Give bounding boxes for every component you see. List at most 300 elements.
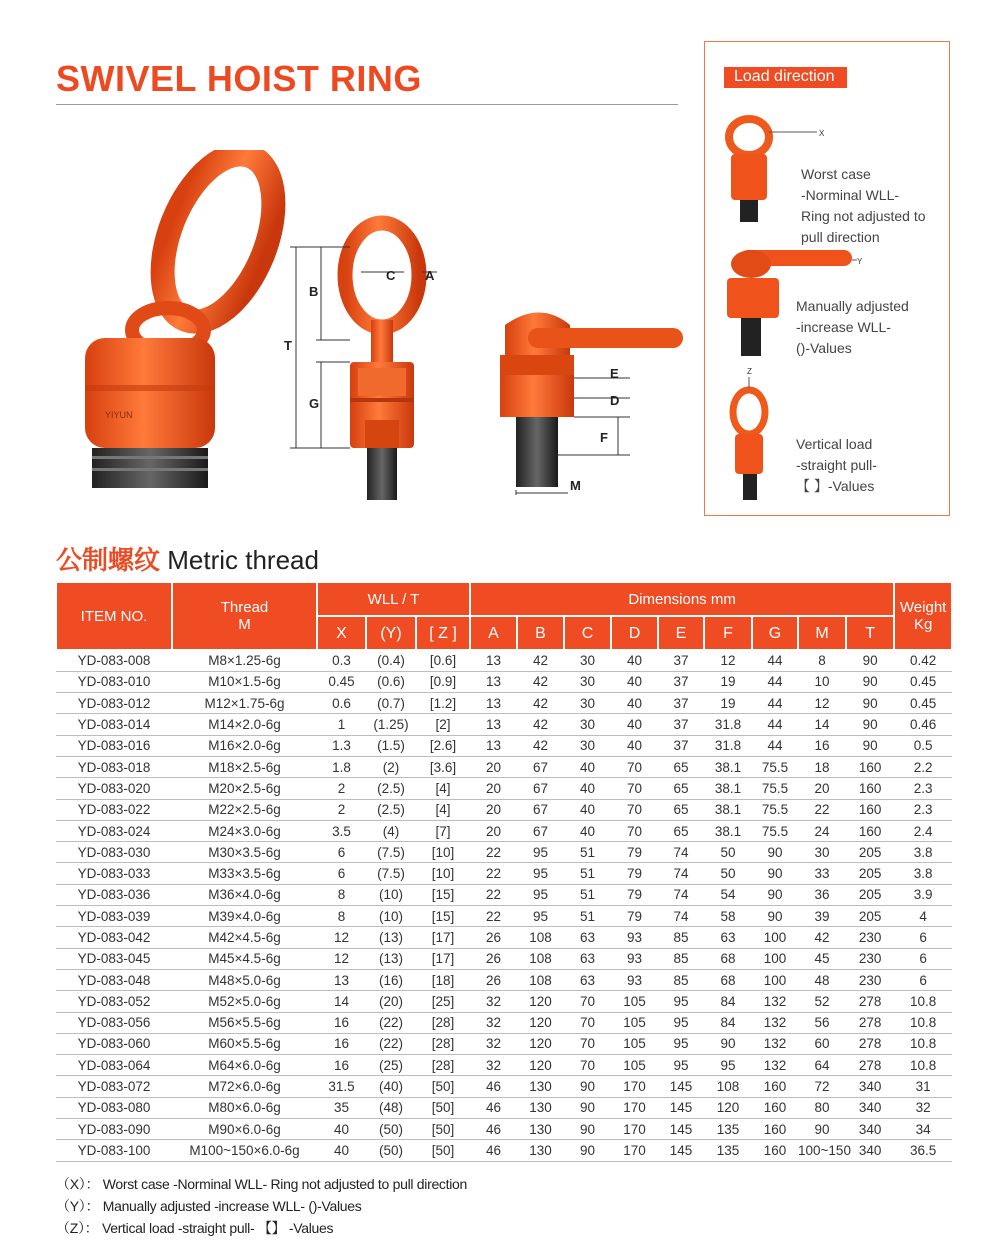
table-cell: 340: [846, 1076, 894, 1097]
table-cell: 0.5: [894, 735, 952, 756]
table-cell: 0.42: [894, 650, 952, 671]
table-cell: YD-083-010: [56, 671, 172, 692]
table-cell: 51: [564, 842, 611, 863]
table-cell: 40: [611, 735, 658, 756]
header-z: [ Z ]: [416, 616, 470, 650]
table-cell: 13: [317, 969, 366, 990]
table-row: [56, 820, 952, 841]
table-cell: M64×6.0-6g: [172, 1055, 317, 1076]
table-cell: M33×3.5-6g: [172, 863, 317, 884]
page-title: SWIVEL HOIST RING: [56, 58, 422, 99]
table-cell: 0.45: [894, 671, 952, 692]
table-cell: 6: [317, 842, 366, 863]
table-cell: 1: [317, 714, 366, 735]
table-cell: 22: [470, 884, 517, 905]
table-cell: 22: [470, 842, 517, 863]
spec-table: [55, 581, 953, 1162]
table-cell: 170: [611, 1119, 658, 1140]
table-cell: 84: [704, 1012, 752, 1033]
table-cell: 30: [564, 714, 611, 735]
table-cell: 20: [798, 778, 846, 799]
table-cell: 32: [470, 1033, 517, 1054]
table-cell: 74: [658, 842, 704, 863]
table-cell: 40: [564, 799, 611, 820]
header-f: F: [704, 616, 752, 650]
table-cell: 16: [317, 1055, 366, 1076]
table-cell: M12×1.75-6g: [172, 693, 317, 714]
table-cell: 40: [611, 693, 658, 714]
table-cell: 42: [517, 671, 564, 692]
table-cell: 70: [611, 778, 658, 799]
table-cell: 6: [894, 948, 952, 969]
table-cell: 95: [517, 842, 564, 863]
table-cell: [28]: [416, 1055, 470, 1076]
table-cell: 6: [894, 969, 952, 990]
table-cell: YD-083-100: [56, 1140, 172, 1161]
table-cell: 205: [846, 906, 894, 927]
table-cell: 13: [470, 714, 517, 735]
table-cell: 135: [704, 1119, 752, 1140]
table-cell: 46: [470, 1076, 517, 1097]
table-cell: (25): [366, 1055, 416, 1076]
table-cell: 90: [564, 1119, 611, 1140]
footnote-y: （Y）： Manually adjusted -increase WLL- ()-Values: [56, 1198, 362, 1214]
table-cell: 26: [470, 969, 517, 990]
table-row: [56, 927, 952, 948]
table-cell: 100: [752, 969, 798, 990]
table-cell: YD-083-042: [56, 927, 172, 948]
table-cell: 10.8: [894, 1012, 952, 1033]
table-cell: [17]: [416, 948, 470, 969]
table-cell: 42: [517, 650, 564, 671]
load-case-z-text: Vertical load -straight pull- 【 】-Values: [796, 436, 877, 494]
table-cell: (13): [366, 948, 416, 969]
table-cell: 130: [517, 1119, 564, 1140]
table-cell: 132: [752, 1033, 798, 1054]
table-cell: (1.25): [366, 714, 416, 735]
table-cell: 132: [752, 1012, 798, 1033]
table-cell: 46: [470, 1097, 517, 1118]
table-row: [56, 906, 952, 927]
table-cell: 31.8: [704, 714, 752, 735]
table-cell: [50]: [416, 1097, 470, 1118]
table-cell: 40: [564, 756, 611, 777]
table-cell: M16×2.0-6g: [172, 735, 317, 756]
table-cell: 65: [658, 799, 704, 820]
section-title: [56, 540, 319, 577]
table-cell: 16: [798, 735, 846, 756]
table-cell: 42: [517, 735, 564, 756]
table-cell: 105: [611, 991, 658, 1012]
table-cell: (0.6): [366, 671, 416, 692]
table-cell: 100~150: [798, 1140, 846, 1161]
table-cell: 34: [894, 1119, 952, 1140]
table-cell: M10×1.5-6g: [172, 671, 317, 692]
table-cell: 10.8: [894, 1055, 952, 1076]
table-cell: YD-083-036: [56, 884, 172, 905]
table-cell: 67: [517, 756, 564, 777]
table-cell: 40: [317, 1140, 366, 1161]
table-cell: [1.2]: [416, 693, 470, 714]
header-t: T: [846, 616, 894, 650]
table-cell: (10): [366, 884, 416, 905]
table-cell: 84: [704, 991, 752, 1012]
table-cell: 42: [798, 927, 846, 948]
table-cell: 31: [894, 1076, 952, 1097]
table-cell: 67: [517, 820, 564, 841]
table-cell: (22): [366, 1012, 416, 1033]
table-row: [56, 756, 952, 777]
table-cell: 38.1: [704, 756, 752, 777]
table-cell: 120: [704, 1097, 752, 1118]
table-cell: 22: [798, 799, 846, 820]
table-cell: 50: [704, 863, 752, 884]
table-cell: 63: [564, 948, 611, 969]
table-cell: 10: [798, 671, 846, 692]
table-cell: YD-083-056: [56, 1012, 172, 1033]
table-cell: 108: [704, 1076, 752, 1097]
table-cell: 95: [658, 1033, 704, 1054]
footnotes: [56, 1173, 467, 1239]
table-cell: (50): [366, 1119, 416, 1140]
table-row: [56, 842, 952, 863]
table-cell: 20: [470, 799, 517, 820]
table-cell: 160: [846, 756, 894, 777]
header-x: X: [317, 616, 366, 650]
table-cell: 0.45: [317, 671, 366, 692]
table-cell: 108: [517, 969, 564, 990]
table-row: [56, 1119, 952, 1140]
header-d: D: [611, 616, 658, 650]
table-cell: 79: [611, 842, 658, 863]
table-row: [56, 1097, 952, 1118]
header-e: E: [658, 616, 704, 650]
table-cell: 120: [517, 1033, 564, 1054]
table-cell: 39: [798, 906, 846, 927]
table-cell: 170: [611, 1140, 658, 1161]
table-cell: 30: [564, 650, 611, 671]
table-cell: 32: [894, 1097, 952, 1118]
table-cell: 0.45: [894, 693, 952, 714]
table-cell: M36×4.0-6g: [172, 884, 317, 905]
table-cell: 160: [752, 1097, 798, 1118]
table-cell: 95: [517, 884, 564, 905]
table-cell: 0.3: [317, 650, 366, 671]
table-cell: (16): [366, 969, 416, 990]
table-cell: 65: [658, 778, 704, 799]
table-cell: (2.5): [366, 778, 416, 799]
table-cell: 160: [752, 1076, 798, 1097]
table-cell: M56×5.5-6g: [172, 1012, 317, 1033]
table-cell: [25]: [416, 991, 470, 1012]
table-cell: 40: [611, 671, 658, 692]
table-cell: M80×6.0-6g: [172, 1097, 317, 1118]
table-cell: 38.1: [704, 820, 752, 841]
table-cell: 79: [611, 906, 658, 927]
table-cell: 44: [752, 671, 798, 692]
table-row: [56, 991, 952, 1012]
dim-label-c: C: [386, 268, 396, 283]
table-cell: [2.6]: [416, 735, 470, 756]
table-cell: 3.8: [894, 842, 952, 863]
table-cell: 31.8: [704, 735, 752, 756]
table-cell: 58: [704, 906, 752, 927]
table-row: [56, 884, 952, 905]
table-cell: [4]: [416, 778, 470, 799]
table-cell: 12: [798, 693, 846, 714]
hoist-ring-photo: [85, 150, 295, 488]
table-cell: 35: [317, 1097, 366, 1118]
table-cell: YD-083-020: [56, 778, 172, 799]
table-cell: (10): [366, 906, 416, 927]
table-cell: 46: [470, 1140, 517, 1161]
table-cell: [18]: [416, 969, 470, 990]
table-cell: 132: [752, 1055, 798, 1076]
table-cell: 38.1: [704, 778, 752, 799]
table-cell: 90: [752, 842, 798, 863]
load-direction-title: Load direction: [724, 67, 847, 88]
table-cell: 8: [317, 884, 366, 905]
table-cell: 67: [517, 778, 564, 799]
table-cell: 6: [317, 863, 366, 884]
table-cell: 90: [846, 650, 894, 671]
title-divider: [56, 104, 678, 105]
table-cell: M45×4.5-6g: [172, 948, 317, 969]
table-cell: 44: [752, 650, 798, 671]
table-cell: 51: [564, 863, 611, 884]
table-cell: 105: [611, 1033, 658, 1054]
table-cell: 8: [317, 906, 366, 927]
table-cell: [7]: [416, 820, 470, 841]
header-m: M: [798, 616, 846, 650]
header-y: (Y): [366, 616, 416, 650]
table-cell: 10.8: [894, 991, 952, 1012]
table-cell: 2.3: [894, 799, 952, 820]
table-cell: (0.7): [366, 693, 416, 714]
header-a: A: [470, 616, 517, 650]
table-cell: 90: [752, 906, 798, 927]
dim-label-d: D: [610, 393, 620, 408]
header-item-no: ITEM NO.: [56, 582, 172, 650]
table-cell: 74: [658, 863, 704, 884]
table-cell: YD-083-014: [56, 714, 172, 735]
table-cell: YD-083-060: [56, 1033, 172, 1054]
load-case-x-text: Worst case -Norminal WLL- Ring not adjusted to pull direction: [801, 166, 926, 245]
table-cell: 60: [798, 1033, 846, 1054]
table-cell: 37: [658, 671, 704, 692]
table-cell: [15]: [416, 884, 470, 905]
table-cell: 85: [658, 969, 704, 990]
table-cell: 13: [470, 650, 517, 671]
load-case-y-text: Manually adjusted -increase WLL- ()-Values: [796, 298, 909, 356]
table-cell: 16: [317, 1012, 366, 1033]
table-cell: M22×2.5-6g: [172, 799, 317, 820]
table-cell: 64: [798, 1055, 846, 1076]
table-cell: 130: [517, 1097, 564, 1118]
table-cell: 1.8: [317, 756, 366, 777]
table-cell: [3.6]: [416, 756, 470, 777]
table-cell: 70: [564, 1055, 611, 1076]
table-cell: M14×2.0-6g: [172, 714, 317, 735]
table-cell: 278: [846, 1033, 894, 1054]
table-cell: 13: [470, 735, 517, 756]
table-cell: YD-083-045: [56, 948, 172, 969]
table-cell: 130: [517, 1076, 564, 1097]
table-cell: [10]: [416, 842, 470, 863]
table-cell: 3.5: [317, 820, 366, 841]
table-cell: 108: [517, 948, 564, 969]
table-cell: 230: [846, 948, 894, 969]
table-cell: 160: [846, 799, 894, 820]
dim-label-g: G: [309, 396, 320, 411]
table-cell: 30: [564, 671, 611, 692]
table-cell: 20: [470, 820, 517, 841]
brand-mark: YIYUN: [105, 410, 133, 420]
table-row: [56, 1012, 952, 1033]
table-cell: YD-083-072: [56, 1076, 172, 1097]
table-cell: 3.9: [894, 884, 952, 905]
table-cell: [17]: [416, 927, 470, 948]
table-cell: 278: [846, 1012, 894, 1033]
header-thread: Thread M: [172, 582, 317, 650]
table-cell: 40: [611, 650, 658, 671]
table-cell: 40: [611, 714, 658, 735]
table-cell: 65: [658, 820, 704, 841]
table-cell: 51: [564, 884, 611, 905]
table-cell: 4: [894, 906, 952, 927]
table-row: [56, 650, 952, 671]
table-cell: 2: [317, 799, 366, 820]
spec-table-body: [56, 650, 952, 1161]
table-cell: 90: [752, 863, 798, 884]
table-cell: 0.6: [317, 693, 366, 714]
table-cell: 26: [470, 948, 517, 969]
table-cell: 74: [658, 906, 704, 927]
table-cell: [28]: [416, 1012, 470, 1033]
table-cell: 120: [517, 991, 564, 1012]
header-weight: Weight Kg: [894, 582, 952, 650]
table-cell: YD-083-022: [56, 799, 172, 820]
table-cell: 160: [846, 778, 894, 799]
table-cell: 75.5: [752, 820, 798, 841]
load-case-z-figure: [733, 367, 765, 500]
table-cell: 90: [846, 693, 894, 714]
table-cell: 37: [658, 693, 704, 714]
table-cell: 93: [611, 948, 658, 969]
table-row: [56, 863, 952, 884]
header-dimensions: Dimensions mm: [470, 582, 894, 616]
table-cell: (0.4): [366, 650, 416, 671]
table-cell: 63: [704, 927, 752, 948]
table-cell: [10]: [416, 863, 470, 884]
table-cell: 340: [846, 1119, 894, 1140]
table-cell: 340: [846, 1140, 894, 1161]
table-cell: 90: [846, 735, 894, 756]
table-cell: 108: [517, 927, 564, 948]
table-cell: M24×3.0-6g: [172, 820, 317, 841]
table-cell: 85: [658, 948, 704, 969]
header-wll: WLL / T: [317, 582, 470, 616]
table-row: [56, 1033, 952, 1054]
table-cell: 37: [658, 735, 704, 756]
table-cell: 14: [798, 714, 846, 735]
table-cell: [28]: [416, 1033, 470, 1054]
table-cell: [50]: [416, 1140, 470, 1161]
table-cell: 120: [517, 1055, 564, 1076]
header-g: G: [752, 616, 798, 650]
table-cell: 18: [798, 756, 846, 777]
table-cell: M20×2.5-6g: [172, 778, 317, 799]
footnote-x: （X）： Worst case -Norminal WLL- Ring not adjusted to pull direction: [56, 1176, 468, 1192]
table-cell: 19: [704, 671, 752, 692]
table-cell: 100: [752, 927, 798, 948]
table-cell: 95: [658, 1012, 704, 1033]
table-cell: M18×2.5-6g: [172, 756, 317, 777]
table-cell: 93: [611, 969, 658, 990]
table-cell: 40: [317, 1119, 366, 1140]
table-cell: 90: [752, 884, 798, 905]
table-cell: 19: [704, 693, 752, 714]
table-cell: [0.9]: [416, 671, 470, 692]
load-direction-panel: [704, 41, 950, 516]
table-cell: 205: [846, 863, 894, 884]
table-cell: YD-083-016: [56, 735, 172, 756]
axis-z-label: Z: [747, 367, 752, 376]
table-cell: (40): [366, 1076, 416, 1097]
table-cell: 120: [517, 1012, 564, 1033]
dim-label-a: A: [425, 268, 435, 283]
table-cell: M42×4.5-6g: [172, 927, 317, 948]
table-cell: YD-083-090: [56, 1119, 172, 1140]
table-cell: [0.6]: [416, 650, 470, 671]
dim-label-f: F: [600, 430, 608, 445]
table-cell: 52: [798, 991, 846, 1012]
table-cell: 68: [704, 969, 752, 990]
table-cell: 56: [798, 1012, 846, 1033]
dim-label-t: T: [284, 338, 292, 353]
table-cell: 32: [470, 991, 517, 1012]
table-cell: 278: [846, 1055, 894, 1076]
table-cell: 95: [517, 906, 564, 927]
table-cell: 95: [704, 1055, 752, 1076]
table-cell: 37: [658, 650, 704, 671]
table-cell: [15]: [416, 906, 470, 927]
table-cell: 100: [752, 948, 798, 969]
table-cell: 46: [470, 1119, 517, 1140]
table-cell: 38.1: [704, 799, 752, 820]
table-cell: 30: [564, 735, 611, 756]
table-cell: 6: [894, 927, 952, 948]
product-illustration: [50, 150, 690, 510]
table-cell: 44: [752, 693, 798, 714]
table-cell: 48: [798, 969, 846, 990]
table-cell: (1.5): [366, 735, 416, 756]
table-cell: 90: [564, 1097, 611, 1118]
table-cell: (22): [366, 1033, 416, 1054]
table-cell: 90: [846, 714, 894, 735]
table-cell: M30×3.5-6g: [172, 842, 317, 863]
table-cell: 80: [798, 1097, 846, 1118]
table-cell: 79: [611, 884, 658, 905]
table-cell: 170: [611, 1097, 658, 1118]
table-cell: M72×6.0-6g: [172, 1076, 317, 1097]
table-cell: 160: [752, 1140, 798, 1161]
table-cell: 36: [798, 884, 846, 905]
table-cell: 32: [470, 1012, 517, 1033]
header-c: C: [564, 616, 611, 650]
table-row: [56, 671, 952, 692]
table-cell: YD-083-052: [56, 991, 172, 1012]
